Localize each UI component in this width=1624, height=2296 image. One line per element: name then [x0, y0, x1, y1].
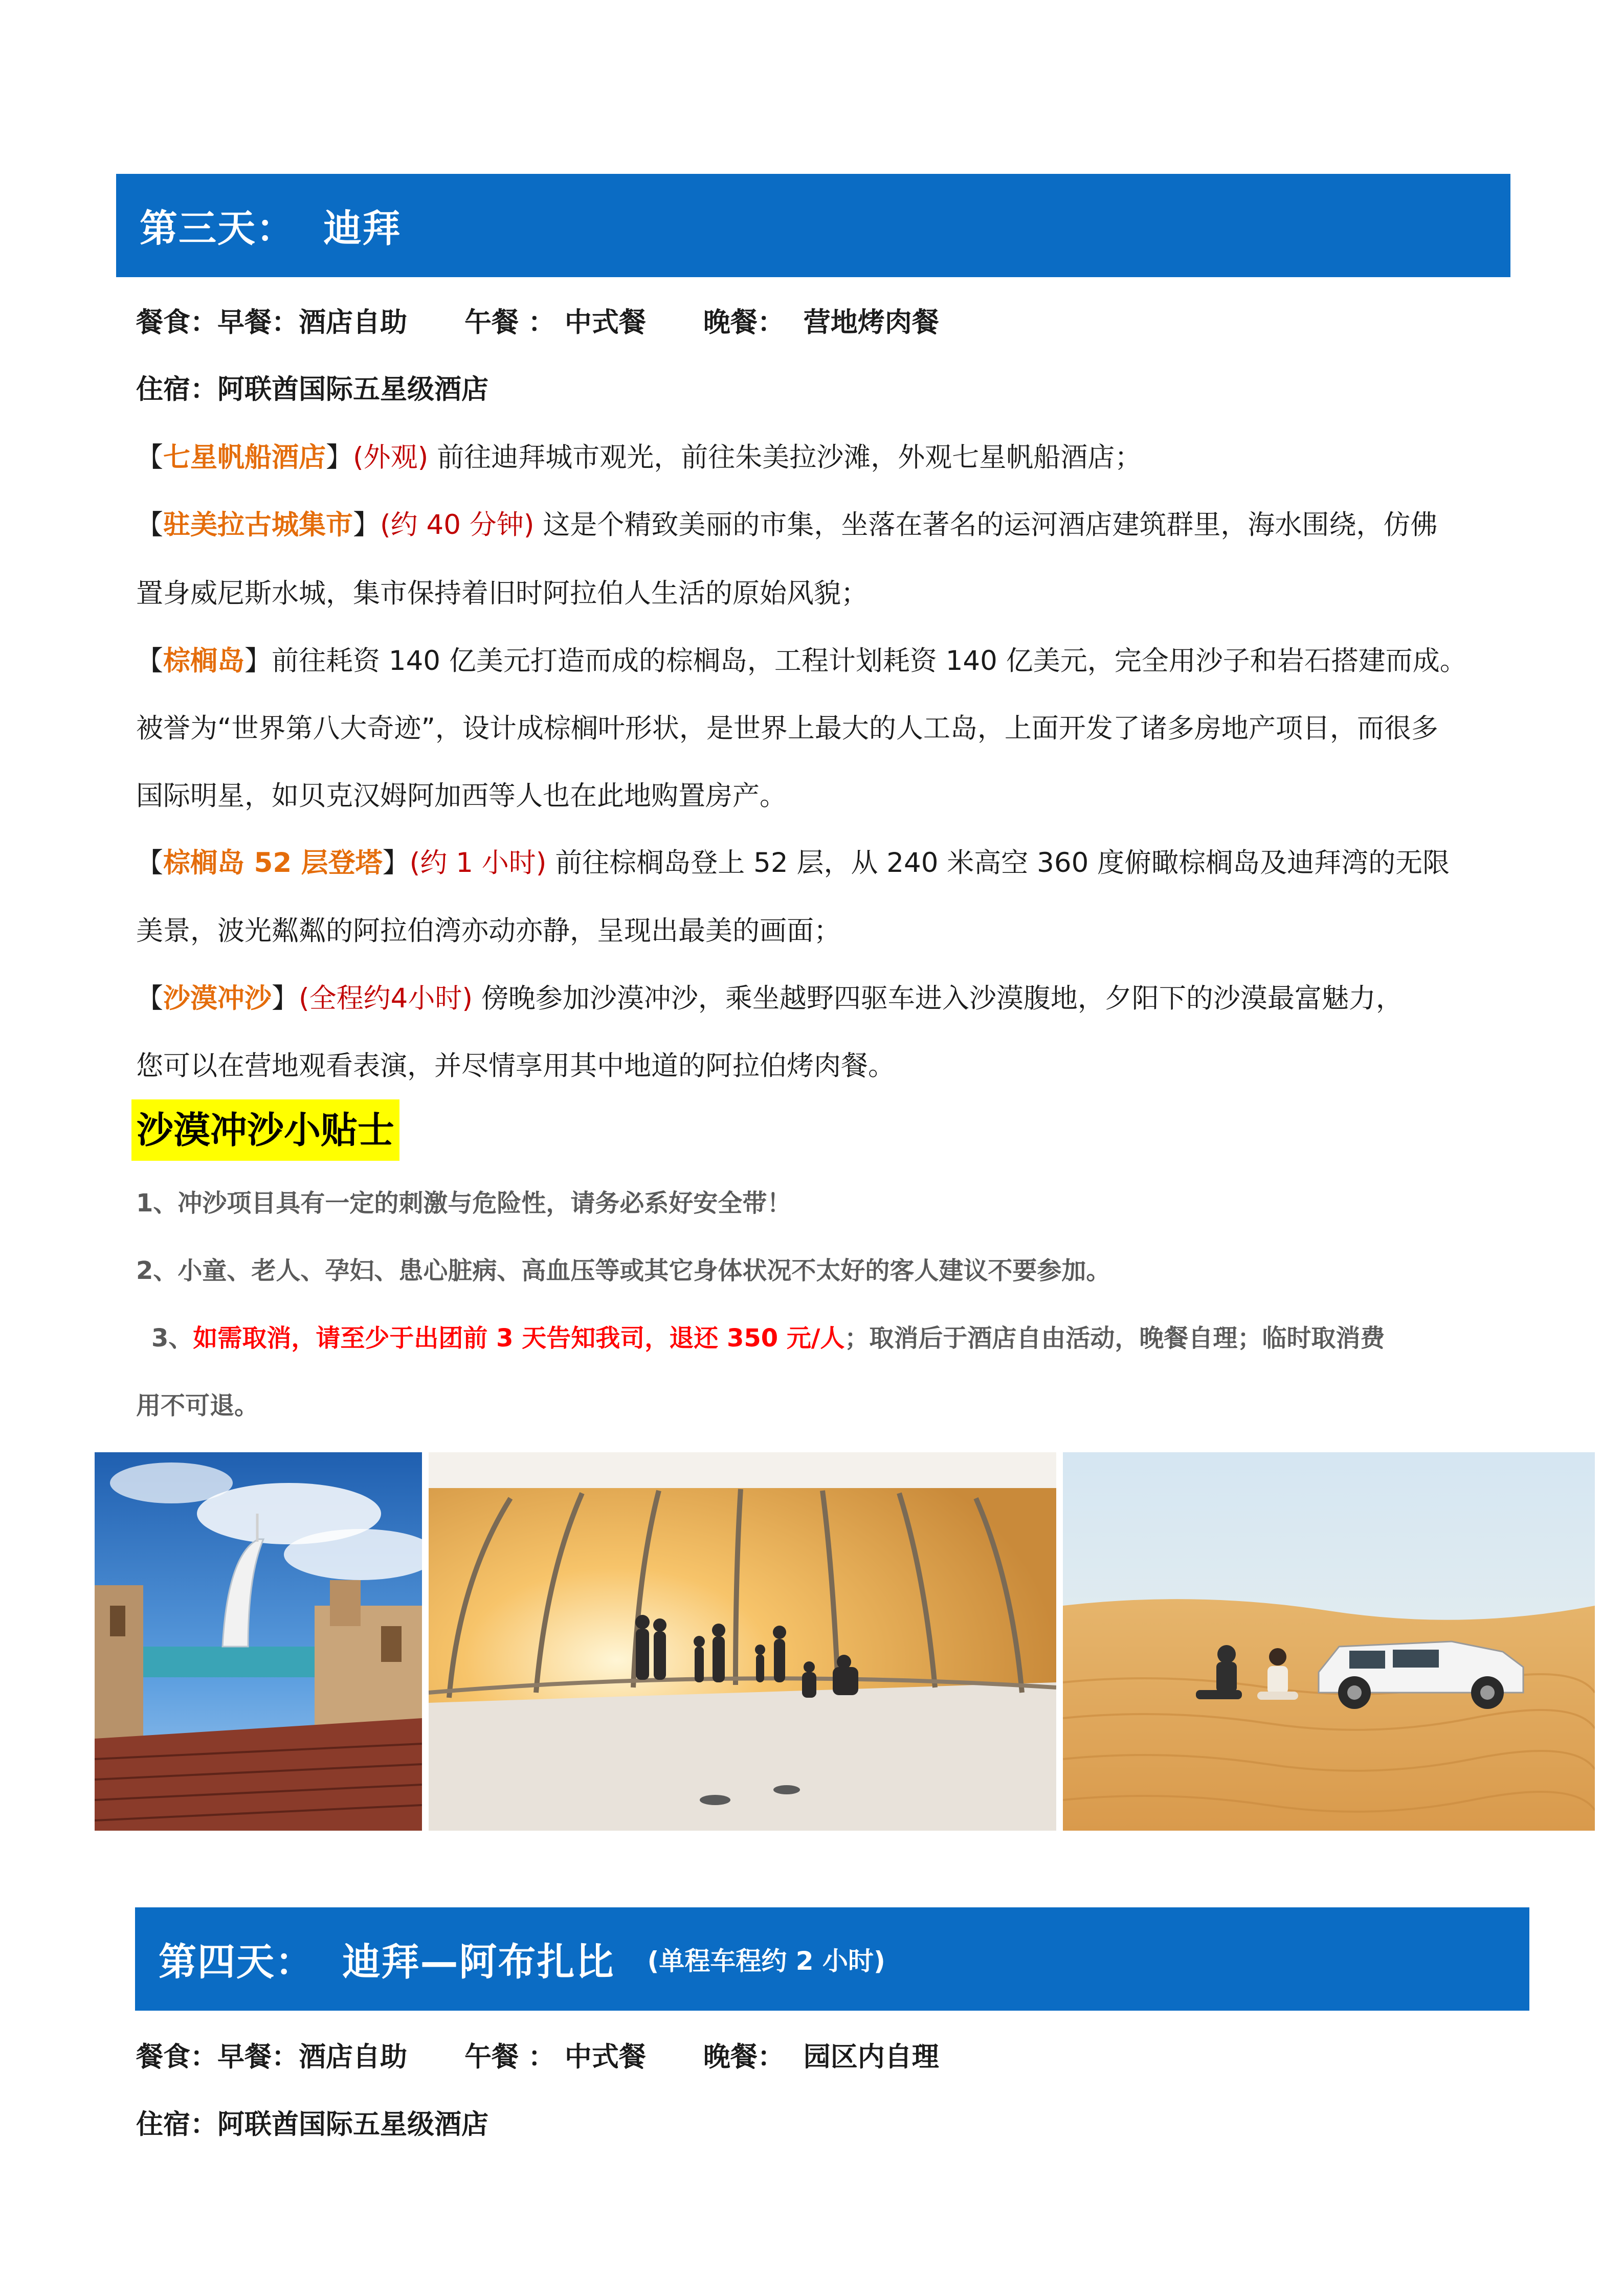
item-desc-cont: 置身威尼斯水城，集市保持着旧时阿拉伯人生活的原始风貌； [136, 578, 868, 609]
day3-meals [136, 305, 1517, 341]
day4-title: 第四天： 迪拜—阿布扎比 [159, 1940, 615, 1984]
day4-subtitle: (单程车程约 2 小时) [647, 1946, 885, 1976]
item-note: (外观) [353, 442, 429, 473]
item-desc: 前往棕榈岛登上 52 层，从 240 米高空 360 度俯瞰棕榈岛及迪拜湾的无限 [555, 847, 1450, 879]
day4-hotel: 住宿：阿联酋国际五星级酒店 [136, 2109, 488, 2140]
desert-safari-photo [1063, 1452, 1595, 1831]
tip-3-rest: ；取消后于酒店自由活动，晚餐自理；临时取消费 [844, 1324, 1385, 1353]
item-name: 棕榈岛 [163, 645, 244, 677]
item-name: 驻美拉古城集市 [163, 509, 353, 541]
meals-label: 餐食： [136, 2041, 217, 2073]
tip-3-highlight: 如需取消，请至少于出团前 3 天告知我司，退还 350 元/人 [193, 1324, 845, 1353]
lunch: 午餐 ： 中式餐 [464, 307, 646, 338]
tip-3-prefix: 3、 [151, 1324, 193, 1353]
item-desc-cont: 被誉为“世界第八大奇迹”，设计成棕榈叶形状，是世界上最大的人工岛，上面开发了诸多房地产项目，而很多 [136, 713, 1438, 744]
breakfast: 早餐：酒店自助 [217, 2041, 407, 2073]
burj-al-arab-photo [95, 1452, 422, 1831]
item-name: 沙漠冲沙 [163, 983, 272, 1014]
item-desc-cont: 您可以在营地观看表演，并尽情享用其中地道的阿拉伯烤肉餐。 [136, 1050, 895, 1082]
day3-hotel: 住宿：阿联酋国际五星级酒店 [136, 374, 488, 405]
tip-2: 2、小童、老人、孕妇、患心脏病、高血压等或其它身体状况不太好的客人建议不要参加。 [136, 1256, 1111, 1285]
tips-title: 沙漠冲沙小贴士 [131, 1099, 399, 1161]
item-name: 棕榈岛 52 层登塔 [163, 847, 383, 879]
item-note: (约 40 分钟) [380, 509, 535, 541]
meals-label: 餐食： [136, 307, 217, 338]
tip-3-cont: 用不可退。 [136, 1391, 259, 1420]
item-desc-cont: 美景，波光粼粼的阿拉伯湾亦动亦静，呈现出最美的画面； [136, 915, 841, 947]
item-desc-cont: 国际明星，如贝克汉姆阿加西等人也在此地购置房产。 [136, 780, 787, 812]
item-name: 七星帆船酒店 [163, 442, 326, 473]
day3-title: 第三天： 迪拜 [140, 207, 402, 251]
day4-meals [136, 2039, 1517, 2075]
observation-deck-photo [429, 1452, 1056, 1831]
lunch: 午餐 ： 中式餐 [464, 2041, 646, 2073]
itinerary-item: 【七星帆船酒店】(外观) 前往迪拜城市观光，前往朱美拉沙滩，外观七星帆船酒店； [136, 442, 1142, 473]
item-note: (约 1 小时) [409, 847, 547, 879]
itinerary-item: 【棕榈岛】前往耗资 140 亿美元打造而成的棕榈岛，工程计划耗资 140 亿美元，完全用沙子和岩石搭建而成。 [136, 645, 1467, 677]
itinerary-item: 【驻美拉古城集市】(约 40 分钟) 这是个精致美丽的市集，坐落在著名的运河酒店建筑群里，海水围绕，仿佛 [136, 509, 1438, 541]
dinner: 晚餐： 园区内自理 [703, 2041, 939, 2073]
itinerary-item: 【棕榈岛 52 层登塔】(约 1 小时) 前往棕榈岛登上 52 层，从 240 米高空 360 度俯瞰棕榈岛及迪拜湾的无限 [136, 847, 1450, 879]
item-desc: 前往迪拜城市观光，前往朱美拉沙滩，外观七星帆船酒店； [437, 442, 1142, 473]
day3-banner [116, 174, 1510, 277]
tip-3 [151, 1320, 1385, 1356]
breakfast: 早餐：酒店自助 [217, 307, 407, 338]
item-desc: 这是个精致美丽的市集，坐落在著名的运河酒店建筑群里，海水围绕，仿佛 [543, 509, 1438, 541]
item-note: (全程约4小时) [299, 983, 473, 1014]
item-desc: 前往耗资 140 亿美元打造而成的棕榈岛，工程计划耗资 140 亿美元，完全用沙子和岩石搭建而成。 [272, 645, 1467, 677]
itinerary-item: 【沙漠冲沙】(全程约4小时) 傍晚参加沙漠冲沙，乘坐越野四驱车进入沙漠腹地，夕阳下的沙漠最富魅力， [136, 983, 1403, 1014]
tip-1: 1、冲沙项目具有一定的刺激与危险性，请务必系好安全带！ [136, 1189, 792, 1218]
item-desc: 傍晚参加沙漠冲沙，乘坐越野四驱车进入沙漠腹地，夕阳下的沙漠最富魅力， [481, 983, 1403, 1014]
dinner: 晚餐： 营地烤肉餐 [703, 307, 939, 338]
day4-banner [135, 1907, 1529, 2011]
